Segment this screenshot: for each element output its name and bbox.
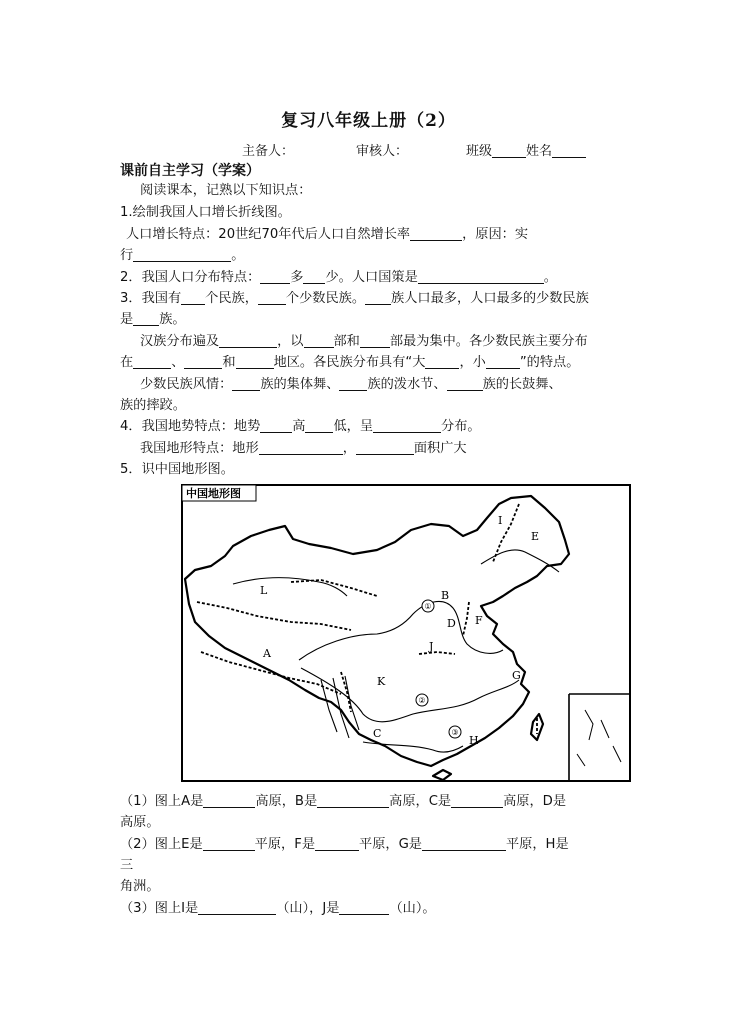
q3h-text-3: 族的泼水节、 — [367, 377, 447, 392]
q3h-blank-2[interactable] — [339, 376, 367, 391]
a2-blank-1[interactable] — [203, 836, 255, 851]
map-title: 中国地形图 — [186, 487, 241, 500]
a3-text-2: （山），J是 — [276, 901, 340, 916]
q3e-end: 族。 — [159, 312, 186, 327]
q3f-text-4: 部最为集中。各少数民族主要分布 — [389, 334, 588, 349]
intro-line: 阅读课本，记熟以下知识点： — [140, 183, 312, 198]
q3h-text-2: 族的集体舞、 — [260, 377, 340, 392]
map-circle-2-label: ② — [418, 696, 426, 705]
q4-high: 高 — [292, 419, 306, 434]
map-label-L: L — [260, 584, 268, 597]
q3f-text-2: ，以 — [277, 334, 304, 349]
answer-2-end-line: 角洲。 — [120, 879, 160, 894]
map-circle-1-label: ① — [424, 602, 432, 611]
a1-text-4: 高原，D是 — [503, 794, 567, 809]
map-label-B: B — [441, 589, 450, 602]
q3h-text: 少数民族风情： — [140, 377, 233, 392]
q1-line: 1.绘制我国人口增长折线图。 — [120, 205, 291, 220]
q3f-blank-2[interactable] — [304, 333, 334, 348]
q1-reason-text: ，原因：实 — [462, 227, 529, 242]
q3g-text: 在 — [120, 355, 134, 370]
q4b-blank-1[interactable] — [259, 440, 343, 455]
q3g-blank-4[interactable] — [425, 354, 459, 369]
q2-text: 2．我国人口分布特点： — [120, 270, 261, 285]
q3g-sep: 、 — [171, 355, 185, 370]
q3e-text: 是 — [120, 312, 134, 327]
q3f-text: 汉族分布遍及 — [140, 334, 220, 349]
q2-blank-3[interactable] — [418, 269, 544, 284]
q2-blank-2[interactable] — [303, 269, 325, 284]
q3-text-4: 族人口最多，人口最多的少数民族 — [391, 291, 589, 306]
q4-blank-3[interactable] — [373, 418, 441, 433]
answer-2-line — [120, 835, 620, 855]
a2-blank-2[interactable] — [315, 836, 359, 851]
q3g-blank-5[interactable] — [486, 354, 520, 369]
preparer-label: 主备人： — [242, 144, 295, 159]
map-label-F: F — [475, 614, 483, 627]
q4b-sep: ， — [342, 441, 356, 456]
answer-3-line — [120, 899, 620, 919]
a3-blank-2[interactable] — [339, 900, 389, 915]
q3-line — [120, 289, 620, 309]
q2-line — [120, 268, 620, 288]
answer-1-end-line: 高原。 — [120, 815, 160, 830]
map-label-A: A — [263, 647, 271, 660]
china-terrain-map — [181, 484, 631, 782]
q3h-blank-1[interactable] — [232, 376, 260, 391]
q2-end: 。 — [543, 270, 557, 285]
a1-text-2: 高原，B是 — [255, 794, 318, 809]
class-blank[interactable] — [492, 143, 526, 158]
a1-blank-2[interactable] — [317, 793, 389, 808]
q4b-text: 我国地形特点：地形 — [140, 441, 259, 456]
map-label-E: E — [531, 530, 540, 543]
map-circle-3-label: ③ — [451, 728, 459, 737]
q3g-blank-1[interactable] — [133, 354, 171, 369]
q3-text-2: 个民族， — [205, 291, 258, 306]
q1-policy-end: 。 — [231, 248, 245, 263]
a1-blank-3[interactable] — [451, 793, 503, 808]
q4-line — [120, 417, 620, 437]
a3-text: （3）图上I是 — [120, 901, 199, 916]
q1-policy-text: 行 — [120, 248, 134, 263]
q3f-text-3: 部和 — [333, 334, 360, 349]
q4-blank-1[interactable] — [260, 418, 292, 433]
a2-text: （2）图上E是 — [120, 837, 203, 852]
q5-line: 5．识中国地形图。 — [120, 462, 234, 477]
q4-text: 4．我国地势特点：地势 — [120, 419, 261, 434]
q3-han-line — [140, 332, 640, 352]
q1-growth-line — [126, 225, 626, 245]
q4-terrain-line — [140, 439, 640, 459]
map-frame — [182, 485, 630, 781]
q4-low: 低，呈 — [333, 419, 374, 434]
a1-text-3: 高原，C是 — [389, 794, 452, 809]
q3g-and: 和 — [222, 355, 236, 370]
map-label-D: D — [447, 617, 456, 630]
map-label-I: I — [498, 514, 503, 527]
q3-text-3: 个少数民族。 — [285, 291, 366, 306]
a1-text: （1）图上A是 — [120, 794, 204, 809]
q3-wrestling-line: 族的摔跤。 — [120, 398, 186, 413]
q2-blank-1[interactable] — [260, 269, 290, 284]
name-label: 姓名 — [526, 144, 553, 159]
q3g-blank-3[interactable] — [236, 354, 274, 369]
answer-1-line — [120, 792, 620, 812]
q2-more: 多 — [290, 270, 304, 285]
q4b-end: 面积广大 — [413, 441, 467, 456]
q3-customs-line — [140, 375, 640, 395]
q3f-blank-3[interactable] — [360, 333, 390, 348]
q3g-text-3: ，小 — [459, 355, 486, 370]
q3g-text-2: 地区。各民族分布具有“大 — [273, 355, 426, 370]
map-label-J: J — [429, 640, 434, 653]
q4-end: 分布。 — [441, 419, 481, 434]
q3-blank-2[interactable] — [258, 290, 286, 305]
q1-growth-blank[interactable] — [410, 226, 462, 241]
a2-blank-3[interactable] — [422, 836, 506, 851]
map-label-C: C — [373, 727, 382, 740]
a2-text-3: 平原，G是 — [359, 837, 422, 852]
section-title: 课前自主学习（学案） — [120, 163, 260, 179]
q3g-blank-2[interactable] — [184, 354, 222, 369]
a3-blank-1[interactable] — [198, 900, 276, 915]
q3-text: 3．我国有 — [120, 291, 182, 306]
map-label-G: G — [512, 669, 521, 682]
q3-minority-line — [120, 310, 620, 330]
q3-blank-3[interactable] — [365, 290, 391, 305]
header-meta — [242, 140, 586, 159]
a2-text-2: 平原，F是 — [254, 837, 316, 852]
page-title: 复习八年级上册（2） — [281, 111, 456, 131]
q1-policy-blank[interactable] — [133, 247, 231, 262]
q3h-text-4: 族的长鼓舞、 — [482, 377, 562, 392]
q4b-blank-2[interactable] — [356, 440, 414, 455]
q3e-blank[interactable] — [133, 311, 159, 326]
a3-text-3: （山）。 — [389, 901, 436, 916]
a2-text-4: 平原，H是 — [505, 837, 569, 852]
q3g-end: ”的特点。 — [519, 355, 580, 370]
class-label: 班级 — [466, 144, 493, 159]
map-label-H: H — [469, 734, 479, 747]
q3h-blank-3[interactable] — [447, 376, 483, 391]
q1-policy-line — [120, 246, 620, 266]
map-label-K: K — [377, 675, 386, 688]
reviewer-label: 审核人： — [356, 144, 409, 159]
answer-2-cont-line: 三 — [120, 858, 134, 873]
a1-blank-1[interactable] — [203, 793, 255, 808]
name-blank[interactable] — [552, 143, 586, 158]
q1-growth-text: 人口增长特点：20世纪70年代后人口自然增长率 — [126, 227, 411, 242]
q2-policy: 少。人口国策是 — [325, 270, 418, 285]
q3-distribution-line — [120, 353, 620, 373]
q3f-blank-1[interactable] — [219, 333, 277, 348]
q4-blank-2[interactable] — [305, 418, 333, 433]
q3-blank-1[interactable] — [181, 290, 205, 305]
